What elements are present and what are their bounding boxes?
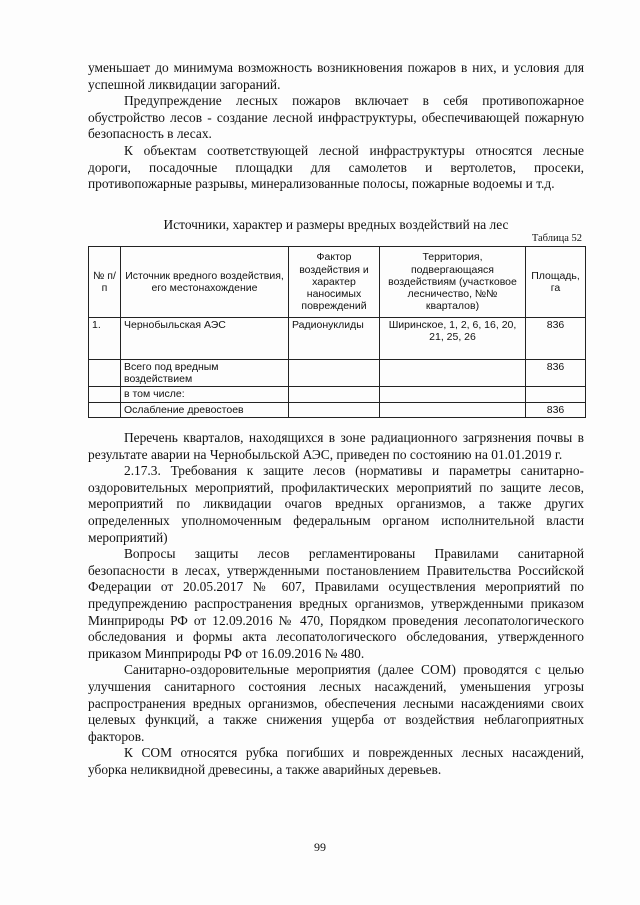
paragraph: К СОМ относятся рубка погибших и поврежденных лесных насаждений, уборка неликвидной древесины, а также аварийных деревьев. bbox=[88, 745, 584, 777]
table-cell: Всего под вредным воздействием bbox=[121, 360, 289, 387]
table-number: Таблица 52 bbox=[531, 233, 582, 244]
table-cell bbox=[89, 402, 121, 417]
header-cell: Площадь, га bbox=[526, 247, 586, 318]
table-cell bbox=[380, 402, 526, 417]
table-cell bbox=[289, 402, 380, 417]
table-cell bbox=[289, 360, 380, 387]
table-row bbox=[89, 387, 586, 402]
paragraph: Предупреждение лесных пожаров включает в себя противопожарное обустройство лесов - создание лесной инфраструктуры, обеспечивающей пожарную безопасность в лесах. bbox=[88, 93, 584, 142]
table-cell: Чернобыльская АЭС bbox=[121, 318, 289, 360]
body-text bbox=[88, 430, 584, 778]
table-caption: Источники, характер и размеры вредных воздействий на лес bbox=[163, 217, 509, 232]
paragraph: уменьшает до минимума возможность возникновения пожаров в них, и условия для успешной ликвидации загораний. bbox=[88, 60, 584, 92]
table-cell bbox=[89, 387, 121, 402]
table-row bbox=[89, 402, 586, 417]
table-cell: Ослабление древостоев bbox=[121, 402, 289, 417]
section-heading: 2.17.3. Требования к защите лесов (нормативы и параметры санитарно-оздоровительных мероприятий, профилактических мероприятий по защите лесов, мероприятий по ликвидации очагов вредных организмов, а также других определенных уполномоченным федеральным органом исполнительной власти мероприятий) bbox=[88, 463, 584, 545]
table-cell bbox=[380, 360, 526, 387]
paragraph: Вопросы защиты лесов регламентированы Правилами санитарной безопасности в лесах, утвержденными постановлением Правительства Российской Федерации от 20.05.2017 № 607, Правилами осуществления мероприятий по предупреждению распространения вредных организмов, утвержденными приказом Минприроды РФ от 12.09.2016 № 470, Порядком проведения лесопатологического обследования и формы акта лесопатологического обследования, утвержденного приказом Минприроды РФ от 16.09.2016 № 480. bbox=[88, 546, 584, 661]
impact-table bbox=[88, 246, 586, 418]
table-row bbox=[89, 318, 586, 360]
header-cell: № п/п bbox=[89, 247, 121, 318]
table-cell bbox=[89, 360, 121, 387]
table-cell bbox=[526, 387, 586, 402]
header-cell: Фактор воздействия и характер наносимых повреждений bbox=[289, 247, 380, 318]
paragraph: К объектам соответствующей лесной инфраструктуры относятся лесные дороги, посадочные площадки для самолетов и вертолетов, просеки, противопожарные разрывы, минерализованные полосы, пожарные водоемы и т.д. bbox=[88, 142, 584, 192]
table-row bbox=[89, 360, 586, 387]
table-cell: 836 bbox=[526, 360, 586, 387]
table-cell: 1. bbox=[89, 318, 121, 360]
table-cell bbox=[380, 387, 526, 402]
header-cell: Территория, подвергающаяся воздействиям (участковое лесничество, №№ кварталов) bbox=[380, 247, 526, 318]
paragraph: Санитарно-оздоровительные мероприятия (далее СОМ) проводятся с целью улучшения санитарного состояния лесных насаждений, уменьшения угрозы распространения вредных организмов, обеспечения лесными насаждениями своих целевых функций, а также снижения ущерба от воздействия неблагоприятных факторов. bbox=[88, 662, 584, 744]
table-cell: Радионуклиды bbox=[289, 318, 380, 360]
table-cell: Ширинское, 1, 2, 6, 16, 20, 21, 25, 26 bbox=[380, 318, 526, 360]
table-header-row bbox=[89, 247, 586, 318]
header-cell: Источник вредного воздействия, его местонахождение bbox=[121, 247, 289, 318]
table-cell: 836 bbox=[526, 402, 586, 417]
table-cell: в том числе: bbox=[121, 387, 289, 402]
paragraph: Перечень кварталов, находящихся в зоне радиационного загрязнения почвы в результате аварии на Чернобыльской АЭС, приведен по состоянию на 01.01.2019 г. bbox=[88, 430, 584, 462]
table-cell bbox=[289, 387, 380, 402]
table-cell: 836 bbox=[526, 318, 586, 360]
page-number: 99 bbox=[314, 840, 326, 854]
intro-text bbox=[88, 60, 584, 193]
